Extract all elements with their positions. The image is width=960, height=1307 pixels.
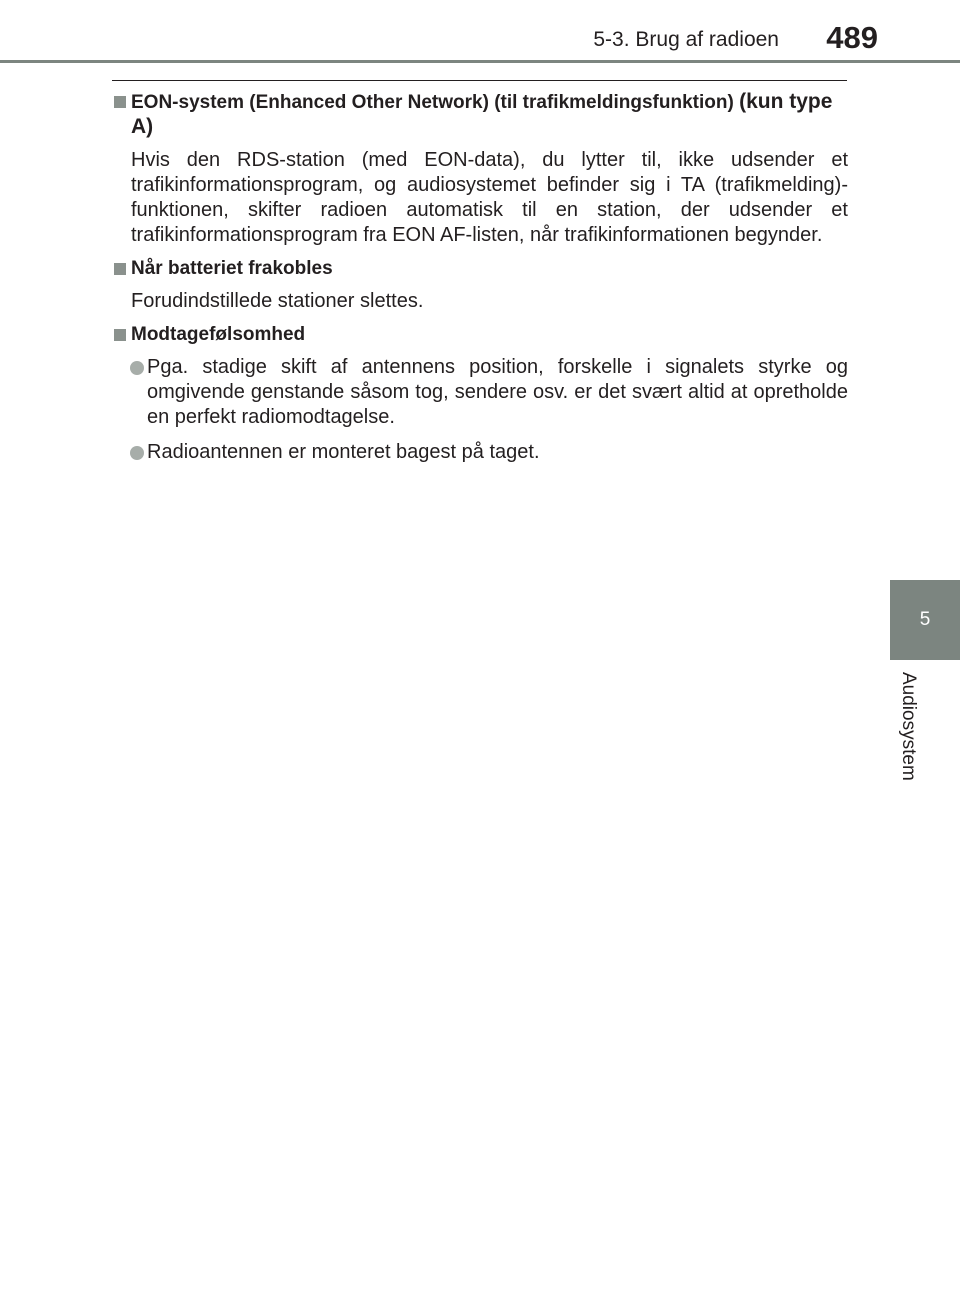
section-title: EON-system (Enhanced Other Network) (til trafikmeldingsfunktion): [131, 92, 734, 113]
header-rule: [0, 60, 960, 63]
content-top-rule: [112, 80, 847, 81]
page-content: [112, 90, 848, 465]
section-heading: [112, 90, 848, 140]
section-reception: [112, 323, 848, 465]
header-section-title: 5-3. Brug af radioen: [593, 28, 779, 51]
round-bullet-icon: [130, 361, 144, 375]
section-title: Modtagefølsomhed: [131, 324, 306, 345]
page-number: 489: [826, 20, 878, 55]
section-body: Hvis den RDS-station (med EON-data), du lytter til, ikke udsender et trafikinformationsprogram, og audiosystemet befinder sig i TA (trafikmelding)-funktionen, skifter radioen automatisk til en station, der udsender et trafikinformationsprogram fra EON AF-listen, når trafikinformationen begynder.: [131, 149, 848, 246]
section-body: Forudindstillede stationer slettes.: [131, 290, 424, 312]
chapter-label: Audiosystem: [898, 672, 919, 781]
list-item-text: Pga. stadige skift af antennens position, forskelle i signalets styrke og omgivende genstande såsom tog, sendere osv. er det svært altid at opretholde en perfekt radiomodtagelse.: [147, 356, 848, 428]
square-bullet-icon: [114, 96, 126, 108]
list-item: [112, 440, 848, 465]
section-heading: [112, 323, 848, 347]
chapter-tab: [890, 580, 960, 660]
section-heading: [112, 257, 848, 281]
section-eon: [112, 90, 848, 248]
section-title: Når batteriet frakobles: [131, 258, 333, 279]
square-bullet-icon: [114, 329, 126, 341]
list-item: [112, 355, 848, 430]
square-bullet-icon: [114, 263, 126, 275]
section-battery: [112, 257, 848, 314]
chapter-number: 5: [919, 609, 931, 630]
round-bullet-icon: [130, 446, 144, 460]
list-item-text: Radioantennen er monteret bagest på taget.: [147, 441, 540, 463]
section-title-suffix: (kun type A): [131, 90, 833, 138]
